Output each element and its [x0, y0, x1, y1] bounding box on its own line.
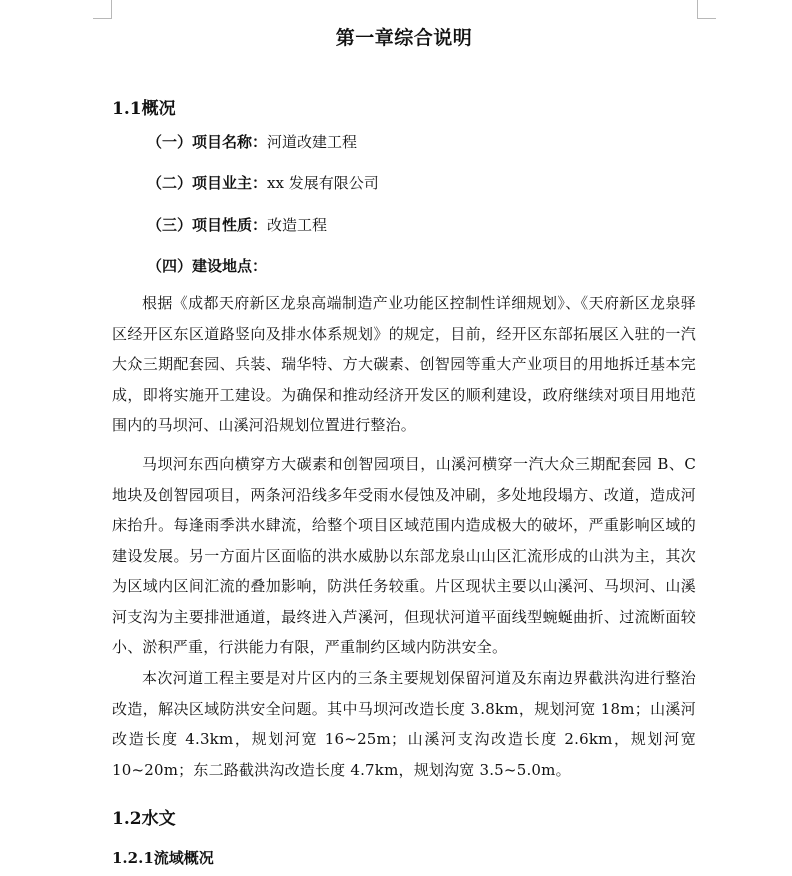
subsection-heading-basin-overview: 1.2.1流域概况: [112, 849, 214, 867]
info-item-project-name: [147, 131, 357, 152]
info-label: （二）项目业主：: [147, 174, 268, 192]
page-corner-mark-left: [93, 0, 112, 19]
section-heading-overview: 1.1概况: [112, 99, 176, 119]
body-paragraph-flood-situation: 马坝河东西向横穿方大碳素和创智园项目，山溪河横穿一汽大众三期配套园 B、C 地块及创智园项目，两条河沿线多年受雨水侵蚀及冲刷，多处地段塌方、改道，造成河床抬升。每逢雨季洪水肆流，给整个项目区域范围内造成极大的破坏，严重影响区域的建设发展。另一方面片区面临的洪水威胁以东部龙泉山山区汇流形成的山洪为主，其次为区域内区间汇流的叠加影响，防洪任务较重。片区现状主要以山溪河、马坝河、山溪河支沟为主要排泄通道，最终进入芦溪河，但现状河道平面线型蜿蜒曲折、过流断面较小、淤积严重，行洪能力有限，严重制约区域内防洪安全。: [112, 455, 696, 656]
info-label: （一）项目名称：: [147, 133, 268, 151]
info-value: 河道改建工程: [267, 133, 358, 151]
body-paragraph-project-scope: 本次河道工程主要是对片区内的三条主要规划保留河道及东南边界截洪沟进行整治改造，解决区域防洪安全问题。其中马坝河改造长度 3.8km，规划河宽 18m；山溪河改造长度 4.3km，规划河宽 16~25m；山溪河支沟改造长度 2.6km，规划河宽 10~20m；东二路截洪沟改造长度 4.7km，规划沟宽 3.5~5.0m。: [112, 669, 696, 779]
info-item-project-nature: [147, 214, 327, 235]
info-item-project-owner: [147, 172, 379, 193]
info-label: （三）项目性质：: [147, 216, 268, 234]
section-heading-hydrology: 1.2水文: [112, 809, 176, 829]
chapter-title: 第一章综合说明: [335, 27, 473, 49]
body-paragraph-planning-basis: 根据《成都天府新区龙泉高端制造产业功能区控制性详细规划》、《天府新区龙泉驿区经开区东区道路竖向及排水体系规划》的规定，目前，经开区东部拓展区入驻的一汽大众三期配套园、兵装、瑞华特、方大碳素、创智园等重大产业项目的用地拆迁基本完成，即将实施开工建设。为确保和推动经济开发区的顺利建设，政府继续对项目用地范围内的马坝河、山溪河沿规划位置进行整治。: [112, 294, 696, 434]
info-value: xx 发展有限公司: [267, 174, 379, 192]
info-label: （四）建设地点：: [147, 257, 268, 275]
info-value: 改造工程: [267, 216, 328, 234]
page-corner-mark-right: [697, 0, 716, 19]
info-item-construction-site: [147, 255, 267, 276]
